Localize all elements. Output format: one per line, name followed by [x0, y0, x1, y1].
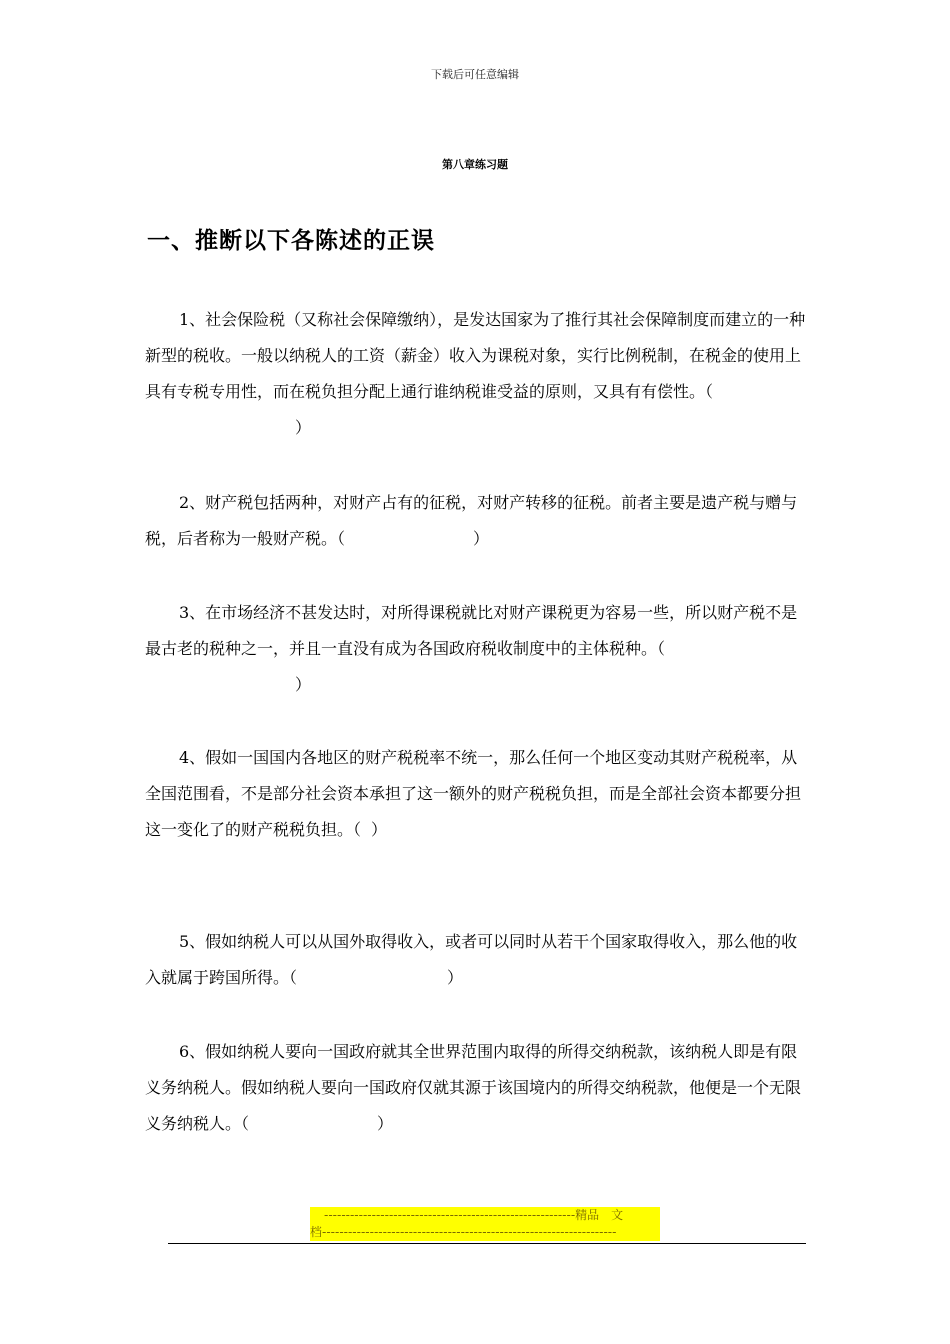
question-1: [145, 302, 813, 446]
question-5: [145, 924, 813, 996]
question-4: [145, 740, 813, 848]
question-text: 3、在市场经济不甚发达时，对所得课税就比对财产课税更为容易一些，所以财产税不是最古老的税种之一，并且一直没有成为各国政府税收制度中的主体税种。（: [145, 603, 798, 658]
question-close: ）: [371, 820, 388, 839]
question-close: ）: [295, 418, 312, 437]
footer-line-2: 档--------------------------------------------------------------------: [310, 1224, 660, 1241]
question-text: 1、社会保险税（又称社会保障缴纳），是发达国家为了推行其社会保障制度而建立的一种新型的税收。一般以纳税人的工资（薪金）收入为课税对象，实行比例税制，在税金的使用上具有专税专用性，而在税负担分配上通行谁纳税谁受益的原则，又具有有偿性。（: [145, 310, 806, 401]
question-text: 5、假如纳税人可以从国外取得收入，或者可以同时从若干个国家取得收入，那么他的收入就属于跨国所得。（: [145, 932, 798, 987]
footer-watermark: [310, 1207, 660, 1241]
question-6: [145, 1034, 813, 1142]
section-heading: 一、推断以下各陈述的正误: [147, 228, 435, 254]
question-close: ）: [473, 529, 490, 548]
question-text: 4、假如一国国内各地区的财产税税率不统一，那么任何一个地区变动其财产税税率，从全国范围看，不是部分社会资本承担了这一额外的财产税税负担，而是全部社会资本都要分担这一变化了的财产税税负担。（: [145, 748, 802, 839]
footer-divider: [168, 1243, 806, 1244]
question-3: [145, 595, 813, 703]
question-close: ）: [377, 1114, 394, 1133]
question-close: ）: [447, 968, 464, 987]
footer-line-1: ----------------------------------------------------------精品 文: [310, 1207, 660, 1224]
header-note: 下载后可任意编辑: [431, 68, 519, 81]
question-text: 2、财产税包括两种，对财产占有的征税，对财产转移的征税。前者主要是遗产税与赠与税，后者称为一般财产税。（: [145, 493, 798, 548]
question-2: [145, 485, 813, 557]
chapter-title: 第八章练习题: [442, 158, 508, 171]
question-text: 6、假如纳税人要向一国政府就其全世界范围内取得的所得交纳税款，该纳税人即是有限义务纳税人。假如纳税人要向一国政府仅就其源于该国境内的所得交纳税款，他便是一个无限义务纳税人。（: [145, 1042, 802, 1133]
question-close: ）: [295, 675, 312, 694]
